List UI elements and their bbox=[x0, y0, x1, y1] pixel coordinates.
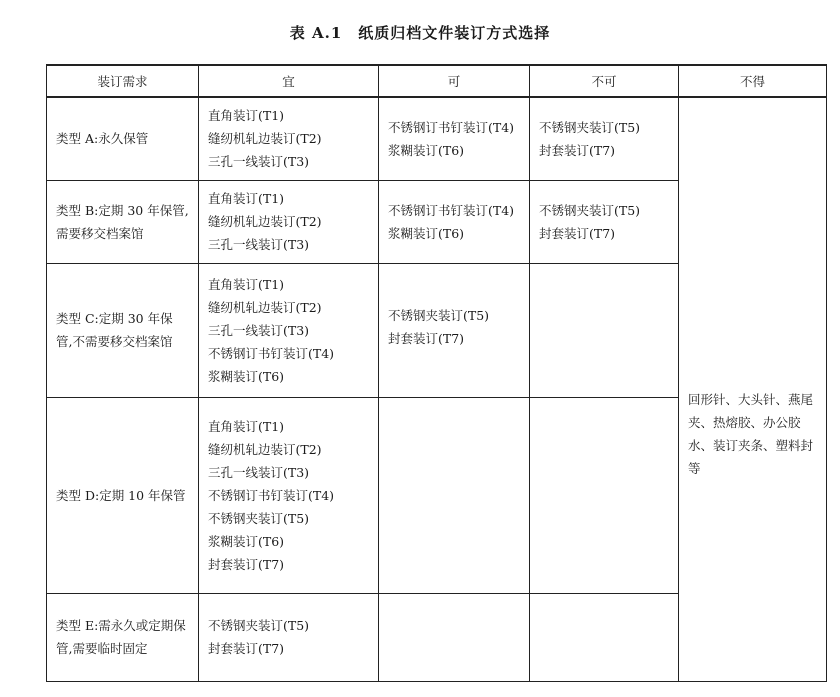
need-cell bbox=[47, 593, 199, 681]
method-item: 不锈钢订书钉装订(T4) bbox=[388, 202, 515, 218]
method-item: 不锈钢夹装订(T5) bbox=[539, 119, 641, 135]
acceptable-cell bbox=[379, 263, 530, 397]
need-text: 类型 B:定期 30 年保管,需要移交档案馆 bbox=[56, 202, 189, 241]
acceptable-cell bbox=[379, 97, 530, 180]
method-item: 不锈钢订书钉装订(T4) bbox=[208, 487, 335, 503]
acceptable-cell bbox=[379, 180, 530, 263]
table-header-row bbox=[47, 65, 827, 97]
need-cell bbox=[47, 97, 199, 180]
method-item: 封套装订(T7) bbox=[388, 330, 465, 346]
method-item: 三孔一线装订(T3) bbox=[208, 237, 310, 252]
not-acceptable-cell bbox=[530, 263, 679, 397]
method-item: 浆糊装订(T6) bbox=[208, 368, 285, 384]
forbidden-text: 回形针、大头针、燕尾夹、热熔胶、办公胶水、装订夹条、塑料封等 bbox=[688, 392, 814, 477]
need-cell bbox=[47, 180, 199, 263]
method-item: 直角装订(T1) bbox=[208, 108, 285, 124]
not-acceptable-cell bbox=[530, 397, 679, 593]
preferred-cell bbox=[199, 397, 379, 593]
need-text: 类型 D:定期 10 年保管 bbox=[56, 487, 186, 503]
method-item: 直角装订(T1) bbox=[208, 418, 285, 434]
method-item: 不锈钢夹装订(T5) bbox=[539, 202, 641, 218]
header-forbidden: 不得 bbox=[679, 65, 827, 97]
need-cell bbox=[47, 397, 199, 593]
method-item: 三孔一线装订(T3) bbox=[208, 322, 310, 338]
method-item: 直角装订(T1) bbox=[208, 191, 285, 206]
header-preferred: 宜 bbox=[199, 65, 379, 97]
method-item: 三孔一线装订(T3) bbox=[208, 154, 310, 170]
method-item: 缝纫机轧边装订(T2) bbox=[208, 299, 322, 315]
header-acceptable: 可 bbox=[379, 65, 530, 97]
method-item: 浆糊装订(T6) bbox=[388, 142, 465, 158]
method-item: 不锈钢夹装订(T5) bbox=[388, 307, 490, 323]
method-item: 封套装订(T7) bbox=[539, 225, 616, 241]
method-item: 缝纫机轧边装订(T2) bbox=[208, 214, 322, 229]
preferred-cell bbox=[199, 263, 379, 397]
method-item: 不锈钢订书钉装订(T4) bbox=[208, 345, 335, 361]
preferred-cell bbox=[199, 180, 379, 263]
not-acceptable-cell bbox=[530, 97, 679, 180]
method-item: 封套装订(T7) bbox=[539, 142, 616, 158]
acceptable-cell bbox=[379, 593, 530, 681]
need-text: 类型 C:定期 30 年保管,不需要移交档案馆 bbox=[56, 311, 173, 349]
forbidden-cell bbox=[679, 97, 827, 681]
method-item: 封套装订(T7) bbox=[208, 641, 285, 656]
method-item: 三孔一线装订(T3) bbox=[208, 464, 310, 480]
method-item: 浆糊装订(T6) bbox=[388, 225, 465, 241]
table-row bbox=[47, 97, 827, 180]
method-item: 不锈钢订书钉装订(T4) bbox=[388, 119, 515, 135]
preferred-cell bbox=[199, 97, 379, 180]
method-item: 不锈钢夹装订(T5) bbox=[208, 510, 310, 526]
method-item: 缝纫机轧边装订(T2) bbox=[208, 441, 322, 457]
method-item: 缝纫机轧边装订(T2) bbox=[208, 131, 322, 147]
table-title: 表 A.1 纸质归档文件装订方式选择 bbox=[289, 24, 551, 42]
method-item: 直角装订(T1) bbox=[208, 276, 285, 292]
need-cell bbox=[47, 263, 199, 397]
method-item: 封套装订(T7) bbox=[208, 556, 285, 572]
acceptable-cell bbox=[379, 397, 530, 593]
header-not-acceptable: 不可 bbox=[530, 65, 679, 97]
need-text: 类型 E:需永久或定期保管,需要临时固定 bbox=[56, 618, 186, 656]
not-acceptable-cell bbox=[530, 180, 679, 263]
preferred-cell bbox=[199, 593, 379, 681]
header-need: 装订需求 bbox=[47, 65, 199, 97]
binding-method-table bbox=[46, 64, 827, 682]
method-item: 浆糊装订(T6) bbox=[208, 533, 285, 549]
need-text: 类型 A:永久保管 bbox=[56, 131, 149, 147]
not-acceptable-cell bbox=[530, 593, 679, 681]
method-item: 不锈钢夹装订(T5) bbox=[208, 618, 310, 633]
